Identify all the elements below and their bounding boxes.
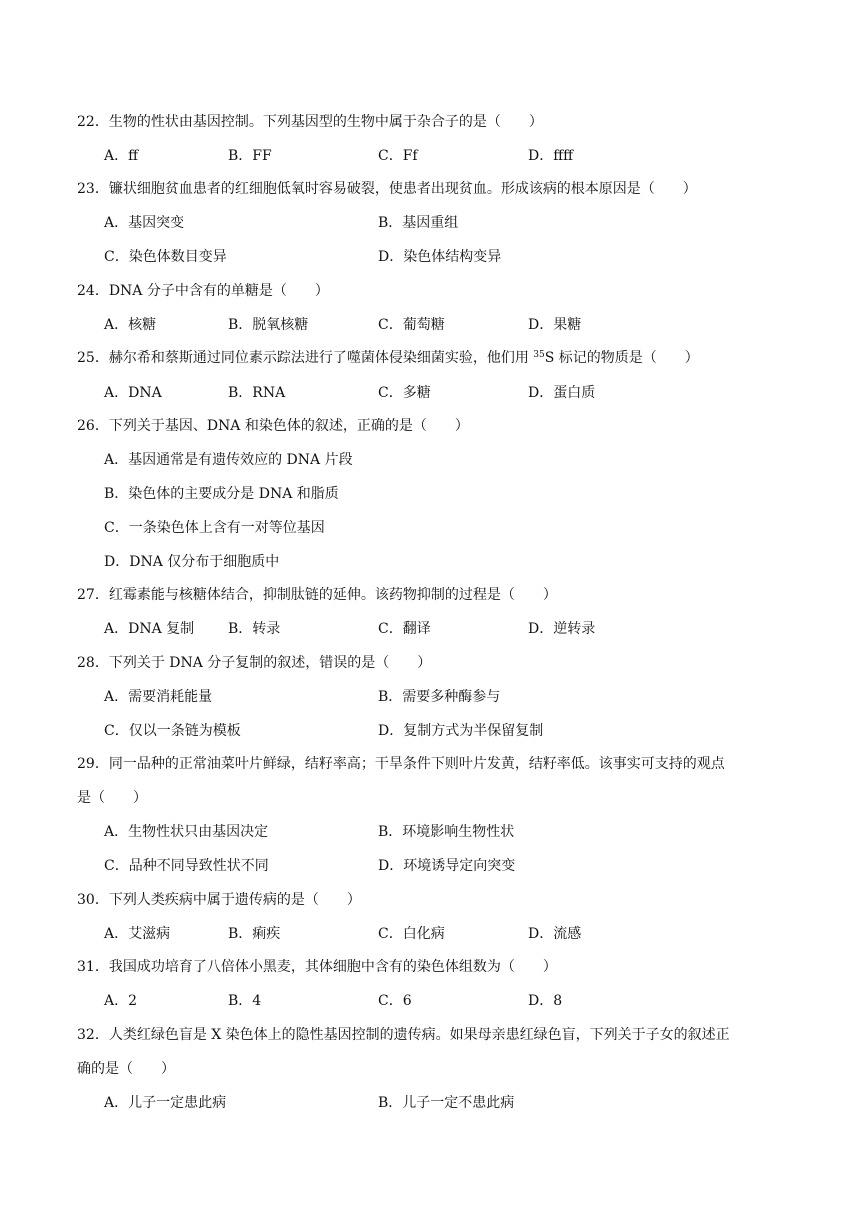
q22-option-c: C．Ff [378,148,418,164]
q28-option-c: C．仅以一条链为模板 [104,723,241,739]
q24-option-a: A．核糖 [104,317,157,333]
question-24-stem: 24．DNA 分子中含有的单糖是（ ） [77,283,329,299]
q26-option-a: A．基因通常是有遗传效应的 DNA 片段 [104,452,353,468]
q32-option-a: A．儿子一定患此病 [104,1095,227,1111]
q24-option-d: D．果糖 [528,317,582,333]
question-29-stem-line2: 是（ ） [77,790,147,806]
q26-option-c: C．一条染色体上含有一对等位基因 [104,520,325,536]
q26-option-d: D．DNA 仅分布于细胞质中 [104,554,280,570]
q25-option-d: D．蛋白质 [528,385,596,401]
q30-option-a: A．艾滋病 [104,926,171,942]
q27-option-b: B．转录 [228,621,281,637]
q25-option-a: A．DNA [104,385,162,401]
q28-option-a: A．需要消耗能量 [104,689,213,705]
q25-option-b: B．RNA [228,385,286,401]
q27-option-a: A．DNA 复制 [104,621,195,637]
question-32-stem-line2: 确的是（ ） [77,1061,175,1077]
q32-option-b: B．儿子一定不患此病 [378,1095,515,1111]
q28-option-b: B．需要多种酶参与 [378,689,501,705]
q23-option-a: A．基因突变 [104,215,185,231]
q29-option-a: A．生物性状只由基因决定 [104,824,269,840]
q30-option-b: B．痢疾 [228,926,281,942]
q24-option-c: C．葡萄糖 [378,317,445,333]
q25-stem-part2: S 标记的物质是（ ） [544,350,699,366]
q24-option-b: B．脱氧核糖 [228,317,309,333]
q30-option-c: C．白化病 [378,926,445,942]
q27-option-d: D．逆转录 [528,621,596,637]
q28-option-d: D．复制方式为半保留复制 [378,723,544,739]
question-27-stem: 27．红霉素能与核糖体结合，抑制肽链的延伸。该药物抑制的过程是（ ） [77,587,557,603]
q22-option-b: B．FF [228,148,272,164]
q29-option-d: D．环境诱导定向突变 [378,858,516,874]
question-26-stem: 26．下列关于基因、DNA 和染色体的叙述，正确的是（ ） [77,418,469,434]
q27-option-c: C．翻译 [378,621,431,637]
question-23-stem: 23．镰状细胞贫血患者的红细胞低氧时容易破裂，使患者出现贫血。形成该病的根本原因是（ ） [77,181,697,197]
q25-isotope-superscript: 35 [533,350,545,360]
q31-option-b: B．4 [228,993,262,1009]
q30-option-d: D．流感 [528,926,582,942]
q22-option-d: D．ffff [528,148,574,164]
q31-option-a: A．2 [104,993,138,1009]
q23-option-b: B．基因重组 [378,215,459,231]
q26-option-b: B．染色体的主要成分是 DNA 和脂质 [104,486,339,502]
question-29-stem-line1: 29．同一品种的正常油菜叶片鲜绿，结籽率高；干旱条件下则叶片发黄，结籽率低。该事实可支持的观点 [77,756,725,772]
q23-option-c: C．染色体数目变异 [104,249,227,265]
q25-stem-part1: 25．赫尔希和蔡斯通过同位素示踪法进行了噬菌体侵染细菌实验，他们用 [77,350,534,366]
q31-option-d: D．8 [528,993,563,1009]
q22-option-a: A．ff [104,148,139,164]
question-28-stem: 28．下列关于 DNA 分子复制的叙述，错误的是（ ） [77,655,432,671]
q31-option-c: C．6 [378,993,412,1009]
q29-option-c: C．品种不同导致性状不同 [104,858,269,874]
question-25-stem [77,349,699,367]
q29-option-b: B．环境影响生物性状 [378,824,515,840]
q25-option-c: C．多糖 [378,385,431,401]
q23-option-d: D．染色体结构变异 [378,249,502,265]
question-22-stem: 22．生物的性状由基因控制。下列基因型的生物中属于杂合子的是（ ） [77,114,543,130]
question-31-stem: 31．我国成功培育了八倍体小黑麦，其体细胞中含有的染色体组数为（ ） [77,959,557,975]
question-30-stem: 30．下列人类疾病中属于遗传病的是（ ） [77,892,361,908]
question-32-stem-line1: 32．人类红绿色盲是 X 染色体上的隐性基因控制的遗传病。如果母亲患红绿色盲，下列关于子女的叙述正 [77,1027,730,1043]
